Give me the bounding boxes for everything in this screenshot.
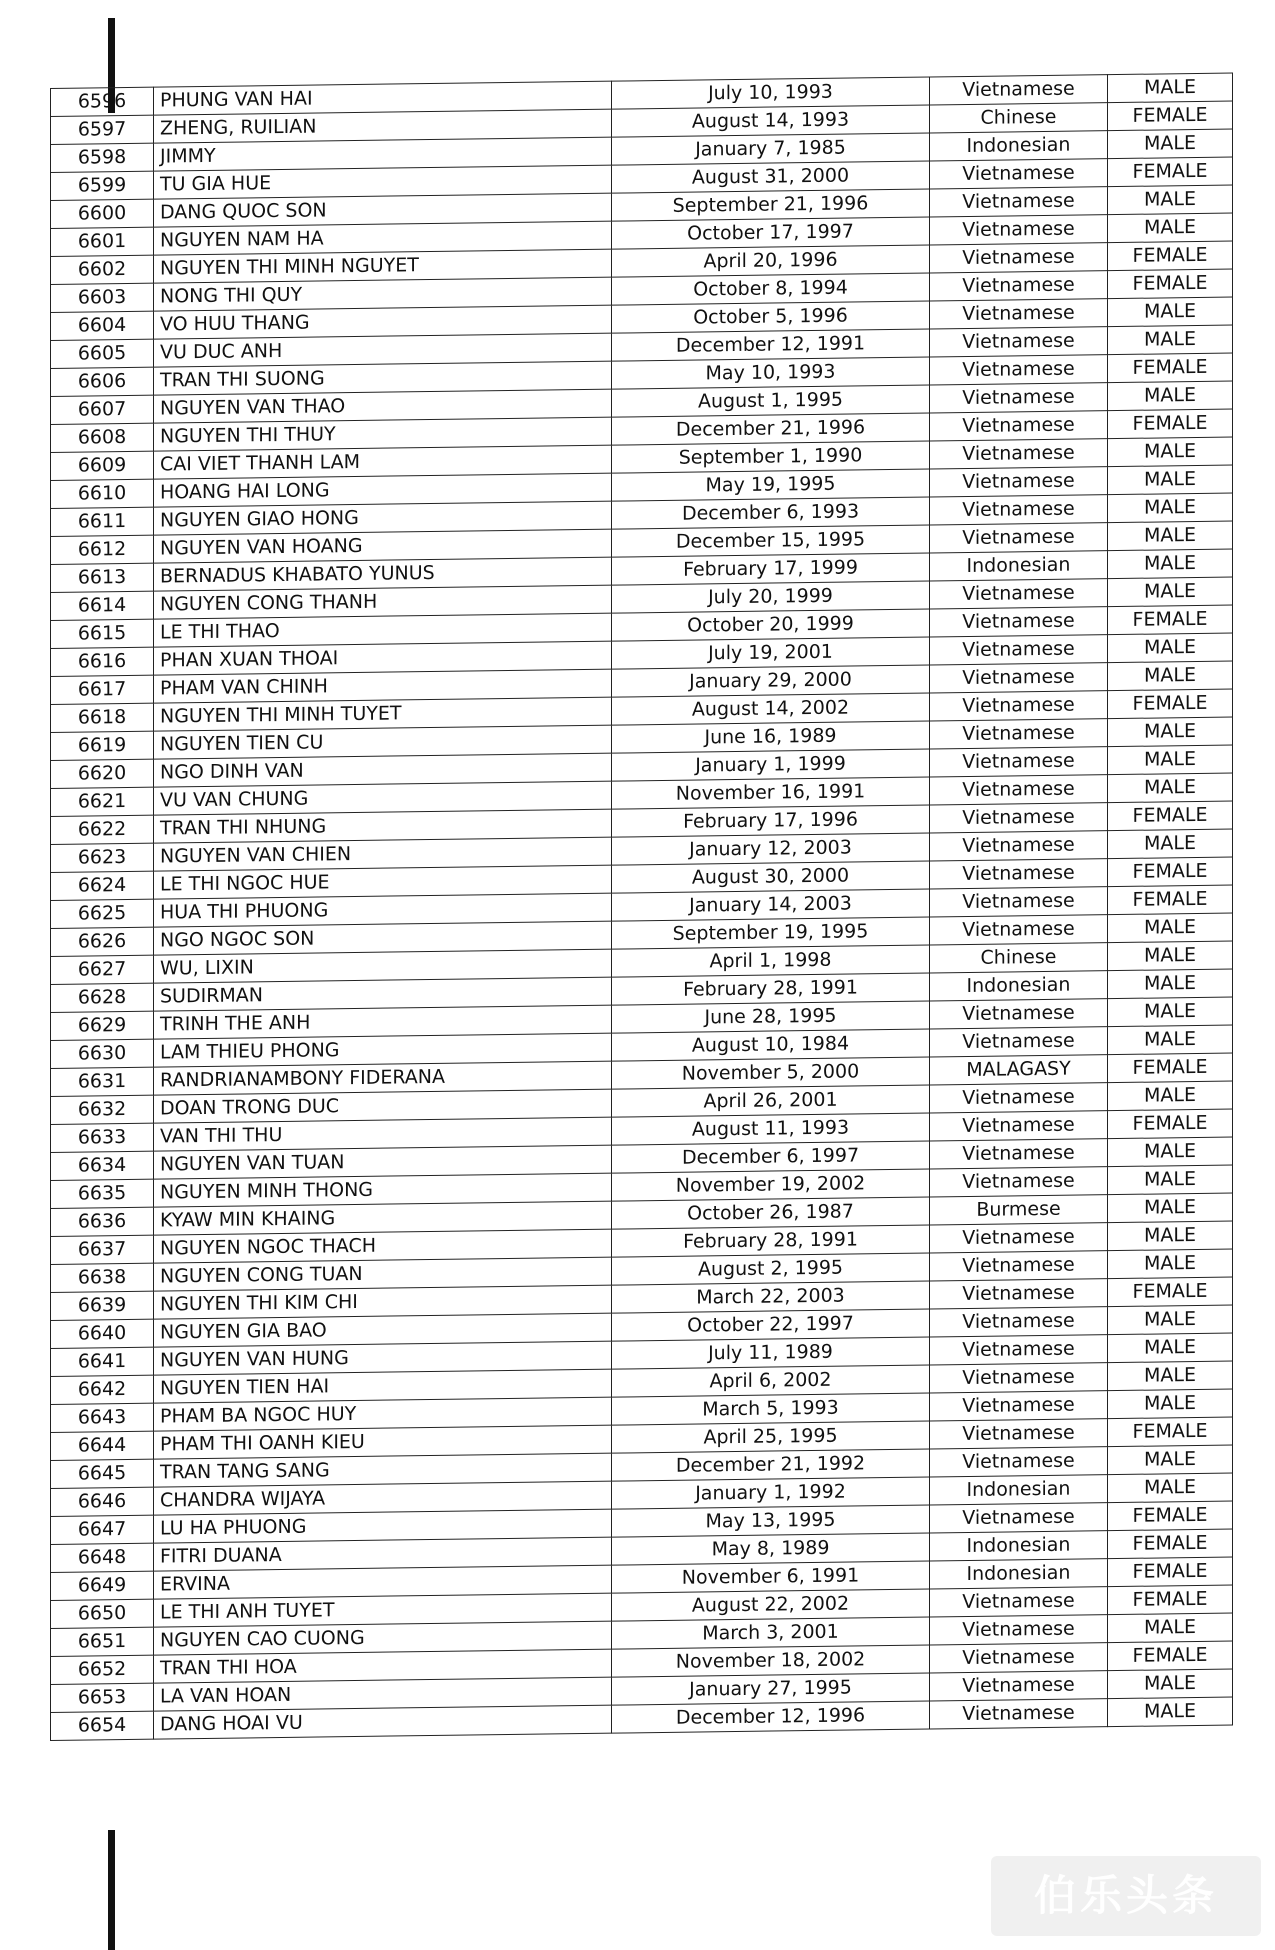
record-sex: MALE [1108, 773, 1233, 803]
record-sex: MALE [1108, 1305, 1233, 1335]
record-name: NGUYEN GIA BAO [154, 1313, 612, 1347]
record-dob: June 28, 1995 [612, 1001, 930, 1033]
record-name: TRAN THI SUONG [154, 361, 612, 395]
record-nationality: Vietnamese [930, 859, 1108, 889]
record-name: TRINH THE ANH [154, 1005, 612, 1039]
record-sex: FEMALE [1108, 801, 1233, 831]
record-dob: February 17, 1996 [612, 805, 930, 837]
record-id: 6642 [51, 1375, 154, 1404]
record-nationality: Vietnamese [930, 523, 1108, 553]
record-name: NGUYEN NGOC THACH [154, 1229, 612, 1263]
record-name: NGUYEN THI KIM CHI [154, 1285, 612, 1319]
record-name: NGUYEN GIAO HONG [154, 501, 612, 535]
record-id: 6644 [51, 1431, 154, 1460]
record-nationality: Vietnamese [930, 1279, 1108, 1309]
record-name: LE THI ANH TUYET [154, 1593, 612, 1627]
record-dob: November 19, 2002 [612, 1169, 930, 1201]
record-sex: MALE [1108, 661, 1233, 691]
record-dob: December 15, 1995 [612, 525, 930, 557]
record-nationality: Indonesian [930, 131, 1108, 161]
record-name: PHAN XUAN THOAI [154, 641, 612, 675]
record-nationality: Vietnamese [930, 355, 1108, 385]
record-name: LE THI THAO [154, 613, 612, 647]
record-sex: FEMALE [1108, 1557, 1233, 1587]
record-nationality: Vietnamese [930, 187, 1108, 217]
record-name: ERVINA [154, 1565, 612, 1599]
record-dob: September 21, 1996 [612, 189, 930, 221]
record-dob: January 14, 2003 [612, 889, 930, 921]
record-dob: December 21, 1996 [612, 413, 930, 445]
record-sex: MALE [1108, 185, 1233, 215]
record-id: 6631 [51, 1067, 154, 1096]
record-dob: August 31, 2000 [612, 161, 930, 193]
record-id: 6638 [51, 1263, 154, 1292]
record-dob: July 10, 1993 [612, 77, 930, 109]
record-name: PHAM BA NGOC HUY [154, 1397, 612, 1431]
record-sex: MALE [1108, 577, 1233, 607]
record-name: NGUYEN CONG TUAN [154, 1257, 612, 1291]
record-dob: July 11, 1989 [612, 1337, 930, 1369]
record-sex: FEMALE [1108, 157, 1233, 187]
record-sex: MALE [1108, 997, 1233, 1027]
record-dob: August 22, 2002 [612, 1589, 930, 1621]
record-name: VO HUU THANG [154, 305, 612, 339]
record-name: PHAM THI OANH KIEU [154, 1425, 612, 1459]
record-name: DOAN TRONG DUC [154, 1089, 612, 1123]
record-sex: MALE [1108, 297, 1233, 327]
record-sex: MALE [1108, 437, 1233, 467]
record-name: NGUYEN VAN CHIEN [154, 837, 612, 871]
record-sex: MALE [1108, 1697, 1233, 1727]
record-name: NGO NGOC SON [154, 921, 612, 955]
record-name: ZHENG, RUILIAN [154, 109, 612, 143]
record-sex: MALE [1108, 381, 1233, 411]
record-dob: December 21, 1992 [612, 1449, 930, 1481]
record-nationality: Indonesian [930, 551, 1108, 581]
record-nationality: Vietnamese [930, 159, 1108, 189]
record-sex: MALE [1108, 1081, 1233, 1111]
record-sex: FEMALE [1108, 1529, 1233, 1559]
record-name: NGUYEN VAN HUNG [154, 1341, 612, 1375]
record-id: 6627 [51, 955, 154, 984]
record-dob: December 12, 1996 [612, 1701, 930, 1733]
record-sex: MALE [1108, 717, 1233, 747]
record-nationality: Vietnamese [930, 1419, 1108, 1449]
record-id: 6640 [51, 1319, 154, 1348]
record-nationality: Vietnamese [930, 1111, 1108, 1141]
record-nationality: Vietnamese [930, 1251, 1108, 1281]
record-id: 6632 [51, 1095, 154, 1124]
record-name: FITRI DUANA [154, 1537, 612, 1571]
record-sex: MALE [1108, 1221, 1233, 1251]
record-nationality: Vietnamese [930, 1363, 1108, 1393]
record-dob: August 30, 2000 [612, 861, 930, 893]
record-name: NGUYEN THI MINH TUYET [154, 697, 612, 731]
record-name: VAN THI THU [154, 1117, 612, 1151]
record-id: 6614 [51, 591, 154, 620]
record-sex: FEMALE [1108, 101, 1233, 131]
record-nationality: Vietnamese [930, 1699, 1108, 1729]
record-nationality: Vietnamese [930, 215, 1108, 245]
record-id: 6625 [51, 899, 154, 928]
record-sex: MALE [1108, 829, 1233, 859]
record-nationality: Vietnamese [930, 327, 1108, 357]
record-dob: November 16, 1991 [612, 777, 930, 809]
record-dob: January 27, 1995 [612, 1673, 930, 1705]
record-dob: April 6, 2002 [612, 1365, 930, 1397]
record-name: TRAN TANG SANG [154, 1453, 612, 1487]
record-nationality: Vietnamese [930, 607, 1108, 637]
record-id: 6649 [51, 1571, 154, 1600]
record-id: 6604 [51, 311, 154, 340]
record-sex: MALE [1108, 521, 1233, 551]
record-dob: August 10, 1984 [612, 1029, 930, 1061]
record-dob: March 22, 2003 [612, 1281, 930, 1313]
record-sex: MALE [1108, 465, 1233, 495]
record-sex: FEMALE [1108, 605, 1233, 635]
record-dob: October 8, 1994 [612, 273, 930, 305]
record-name: VU DUC ANH [154, 333, 612, 367]
record-name: SUDIRMAN [154, 977, 612, 1011]
record-id: 6643 [51, 1403, 154, 1432]
record-nationality: Vietnamese [930, 915, 1108, 945]
record-id: 6616 [51, 647, 154, 676]
record-id: 6648 [51, 1543, 154, 1572]
record-nationality: Indonesian [930, 1559, 1108, 1589]
record-sex: FEMALE [1108, 1277, 1233, 1307]
record-id: 6641 [51, 1347, 154, 1376]
record-id: 6607 [51, 395, 154, 424]
record-dob: March 5, 1993 [612, 1393, 930, 1425]
record-id: 6600 [51, 199, 154, 228]
record-dob: April 20, 1996 [612, 245, 930, 277]
record-nationality: Vietnamese [930, 803, 1108, 833]
record-dob: November 5, 2000 [612, 1057, 930, 1089]
record-dob: October 22, 1997 [612, 1309, 930, 1341]
record-nationality: Vietnamese [930, 999, 1108, 1029]
record-name: NGO DINH VAN [154, 753, 612, 787]
record-dob: October 20, 1999 [612, 609, 930, 641]
record-name: NGUYEN CONG THANH [154, 585, 612, 619]
record-id: 6633 [51, 1123, 154, 1152]
record-nationality: Vietnamese [930, 831, 1108, 861]
record-id: 6609 [51, 451, 154, 480]
record-sex: MALE [1108, 73, 1233, 103]
record-sex: MALE [1108, 1445, 1233, 1475]
record-sex: MALE [1108, 129, 1233, 159]
record-nationality: Vietnamese [930, 243, 1108, 273]
record-nationality: Vietnamese [930, 635, 1108, 665]
record-id: 6636 [51, 1207, 154, 1236]
record-id: 6611 [51, 507, 154, 536]
record-sex: MALE [1108, 1613, 1233, 1643]
record-name: DANG HOAI VU [154, 1705, 612, 1739]
record-dob: September 1, 1990 [612, 441, 930, 473]
record-sex: FEMALE [1108, 857, 1233, 887]
record-dob: August 14, 1993 [612, 105, 930, 137]
record-name: NGUYEN TIEN HAI [154, 1369, 612, 1403]
record-id: 6637 [51, 1235, 154, 1264]
record-dob: September 19, 1995 [612, 917, 930, 949]
record-sex: FEMALE [1108, 409, 1233, 439]
record-id: 6612 [51, 535, 154, 564]
record-nationality: Burmese [930, 1195, 1108, 1225]
record-name: RANDRIANAMBONY FIDERANA [154, 1061, 612, 1095]
record-sex: FEMALE [1108, 689, 1233, 719]
record-id: 6626 [51, 927, 154, 956]
record-name: TU GIA HUE [154, 165, 612, 199]
record-sex: MALE [1108, 745, 1233, 775]
record-nationality: Vietnamese [930, 775, 1108, 805]
record-nationality: Vietnamese [930, 1167, 1108, 1197]
record-nationality: MALAGASY [930, 1055, 1108, 1085]
record-id: 6629 [51, 1011, 154, 1040]
record-name: NGUYEN NAM HA [154, 221, 612, 255]
record-sex: FEMALE [1108, 1585, 1233, 1615]
record-sex: MALE [1108, 1361, 1233, 1391]
record-nationality: Chinese [930, 943, 1108, 973]
record-nationality: Vietnamese [930, 719, 1108, 749]
record-name: HOANG HAI LONG [154, 473, 612, 507]
record-sex: MALE [1108, 213, 1233, 243]
record-nationality: Indonesian [930, 1475, 1108, 1505]
record-id: 6622 [51, 815, 154, 844]
record-nationality: Vietnamese [930, 1027, 1108, 1057]
record-dob: January 29, 2000 [612, 665, 930, 697]
record-id: 6634 [51, 1151, 154, 1180]
record-sex: MALE [1108, 1669, 1233, 1699]
record-dob: October 5, 1996 [612, 301, 930, 333]
record-sex: MALE [1108, 325, 1233, 355]
record-name: NGUYEN MINH THONG [154, 1173, 612, 1207]
record-id: 6628 [51, 983, 154, 1012]
record-name: NGUYEN THI MINH NGUYET [154, 249, 612, 283]
record-sex: MALE [1108, 1137, 1233, 1167]
record-id: 6603 [51, 283, 154, 312]
record-id: 6654 [51, 1711, 154, 1740]
record-sex: MALE [1108, 633, 1233, 663]
record-name: NGUYEN VAN HOANG [154, 529, 612, 563]
record-nationality: Vietnamese [930, 1139, 1108, 1169]
record-name: CAI VIET THANH LAM [154, 445, 612, 479]
record-nationality: Vietnamese [930, 663, 1108, 693]
record-sex: MALE [1108, 969, 1233, 999]
record-dob: January 7, 1985 [612, 133, 930, 165]
record-dob: May 10, 1993 [612, 357, 930, 389]
record-nationality: Indonesian [930, 971, 1108, 1001]
record-id: 6613 [51, 563, 154, 592]
record-sex: MALE [1108, 1249, 1233, 1279]
record-id: 6624 [51, 871, 154, 900]
record-nationality: Vietnamese [930, 691, 1108, 721]
record-dob: July 19, 2001 [612, 637, 930, 669]
record-id: 6617 [51, 675, 154, 704]
record-id: 6652 [51, 1655, 154, 1684]
record-nationality: Vietnamese [930, 75, 1108, 105]
record-nationality: Vietnamese [930, 747, 1108, 777]
record-nationality: Vietnamese [930, 1335, 1108, 1365]
record-dob: November 6, 1991 [612, 1561, 930, 1593]
record-sex: MALE [1108, 549, 1233, 579]
record-dob: February 28, 1991 [612, 1225, 930, 1257]
record-nationality: Vietnamese [930, 439, 1108, 469]
record-id: 6615 [51, 619, 154, 648]
record-nationality: Vietnamese [930, 1643, 1108, 1673]
record-nationality: Indonesian [930, 1531, 1108, 1561]
record-sex: FEMALE [1108, 353, 1233, 383]
record-nationality: Vietnamese [930, 1391, 1108, 1421]
record-id: 6630 [51, 1039, 154, 1068]
record-nationality: Vietnamese [930, 299, 1108, 329]
record-dob: October 17, 1997 [612, 217, 930, 249]
record-name: LA VAN HOAN [154, 1677, 612, 1711]
record-dob: December 12, 1991 [612, 329, 930, 361]
record-name: HUA THI PHUONG [154, 893, 612, 927]
record-id: 6597 [51, 115, 154, 144]
record-id: 6610 [51, 479, 154, 508]
record-dob: May 13, 1995 [612, 1505, 930, 1537]
record-nationality: Chinese [930, 103, 1108, 133]
record-dob: April 1, 1998 [612, 945, 930, 977]
record-nationality: Vietnamese [930, 1223, 1108, 1253]
record-dob: February 17, 1999 [612, 553, 930, 585]
record-nationality: Vietnamese [930, 383, 1108, 413]
records-body [51, 73, 1233, 1740]
record-nationality: Vietnamese [930, 271, 1108, 301]
record-sex: MALE [1108, 1193, 1233, 1223]
record-nationality: Vietnamese [930, 1447, 1108, 1477]
record-id: 6605 [51, 339, 154, 368]
record-name: VU VAN CHUNG [154, 781, 612, 815]
record-nationality: Vietnamese [930, 1587, 1108, 1617]
record-nationality: Vietnamese [930, 1083, 1108, 1113]
record-nationality: Vietnamese [930, 495, 1108, 525]
record-nationality: Vietnamese [930, 887, 1108, 917]
record-id: 6653 [51, 1683, 154, 1712]
record-name: LAM THIEU PHONG [154, 1033, 612, 1067]
record-id: 6647 [51, 1515, 154, 1544]
record-id: 6645 [51, 1459, 154, 1488]
record-name: PHUNG VAN HAI [154, 81, 612, 115]
record-name: TRAN THI HOA [154, 1649, 612, 1683]
record-id: 6596 [51, 87, 154, 116]
record-sex: MALE [1108, 1333, 1233, 1363]
record-nationality: Vietnamese [930, 1503, 1108, 1533]
record-id: 6620 [51, 759, 154, 788]
record-dob: January 1, 1999 [612, 749, 930, 781]
record-dob: January 1, 1992 [612, 1477, 930, 1509]
record-id: 6606 [51, 367, 154, 396]
record-name: BERNADUS KHABATO YUNUS [154, 557, 612, 591]
record-sex: FEMALE [1108, 885, 1233, 915]
record-id: 6608 [51, 423, 154, 452]
record-nationality: Vietnamese [930, 467, 1108, 497]
record-sex: FEMALE [1108, 1417, 1233, 1447]
record-sex: FEMALE [1108, 1053, 1233, 1083]
record-dob: October 26, 1987 [612, 1197, 930, 1229]
record-nationality: Vietnamese [930, 411, 1108, 441]
record-dob: April 26, 2001 [612, 1085, 930, 1117]
record-dob: May 19, 1995 [612, 469, 930, 501]
record-name: NGUYEN THI THUY [154, 417, 612, 451]
record-dob: February 28, 1991 [612, 973, 930, 1005]
record-id: 6601 [51, 227, 154, 256]
record-id: 6599 [51, 171, 154, 200]
record-dob: August 2, 1995 [612, 1253, 930, 1285]
record-name: WU, LIXIN [154, 949, 612, 983]
record-sex: MALE [1108, 1165, 1233, 1195]
record-id: 6639 [51, 1291, 154, 1320]
records-table [50, 73, 1233, 1741]
watermark-logo: 伯乐头条 [991, 1856, 1261, 1936]
record-name: NONG THI QUY [154, 277, 612, 311]
record-dob: August 11, 1993 [612, 1113, 930, 1145]
record-name: LU HA PHUONG [154, 1509, 612, 1543]
record-nationality: Vietnamese [930, 1671, 1108, 1701]
record-name: DANG QUOC SON [154, 193, 612, 227]
record-dob: December 6, 1997 [612, 1141, 930, 1173]
record-name: LE THI NGOC HUE [154, 865, 612, 899]
record-sex: MALE [1108, 941, 1233, 971]
record-dob: March 3, 2001 [612, 1617, 930, 1649]
record-dob: January 12, 2003 [612, 833, 930, 865]
record-id: 6635 [51, 1179, 154, 1208]
record-sex: FEMALE [1108, 1641, 1233, 1671]
record-sex: FEMALE [1108, 1109, 1233, 1139]
record-dob: August 1, 1995 [612, 385, 930, 417]
record-sex: MALE [1108, 1389, 1233, 1419]
record-sex: MALE [1108, 1025, 1233, 1055]
record-sex: MALE [1108, 913, 1233, 943]
record-sex: MALE [1108, 493, 1233, 523]
record-name: CHANDRA WIJAYA [154, 1481, 612, 1515]
record-id: 6602 [51, 255, 154, 284]
record-name: PHAM VAN CHINH [154, 669, 612, 703]
record-id: 6650 [51, 1599, 154, 1628]
record-sex: FEMALE [1108, 241, 1233, 271]
record-name: TRAN THI NHUNG [154, 809, 612, 843]
binding-bar-bottom [108, 1830, 115, 1950]
record-id: 6651 [51, 1627, 154, 1656]
record-name: KYAW MIN KHAING [154, 1201, 612, 1235]
record-dob: July 20, 1999 [612, 581, 930, 613]
record-dob: August 14, 2002 [612, 693, 930, 725]
record-id: 6618 [51, 703, 154, 732]
record-sex: FEMALE [1108, 1501, 1233, 1531]
record-id: 6646 [51, 1487, 154, 1516]
record-id: 6598 [51, 143, 154, 172]
record-name: NGUYEN VAN THAO [154, 389, 612, 423]
record-nationality: Vietnamese [930, 1615, 1108, 1645]
record-nationality: Vietnamese [930, 1307, 1108, 1337]
record-name: JIMMY [154, 137, 612, 171]
record-sex: FEMALE [1108, 269, 1233, 299]
record-dob: November 18, 2002 [612, 1645, 930, 1677]
record-dob: May 8, 1989 [612, 1533, 930, 1565]
record-name: NGUYEN CAO CUONG [154, 1621, 612, 1655]
record-name: NGUYEN TIEN CU [154, 725, 612, 759]
record-dob: April 25, 1995 [612, 1421, 930, 1453]
record-name: NGUYEN VAN TUAN [154, 1145, 612, 1179]
record-id: 6621 [51, 787, 154, 816]
record-sex: MALE [1108, 1473, 1233, 1503]
record-nationality: Vietnamese [930, 579, 1108, 609]
record-dob: December 6, 1993 [612, 497, 930, 529]
record-id: 6623 [51, 843, 154, 872]
record-id: 6619 [51, 731, 154, 760]
record-dob: June 16, 1989 [612, 721, 930, 753]
